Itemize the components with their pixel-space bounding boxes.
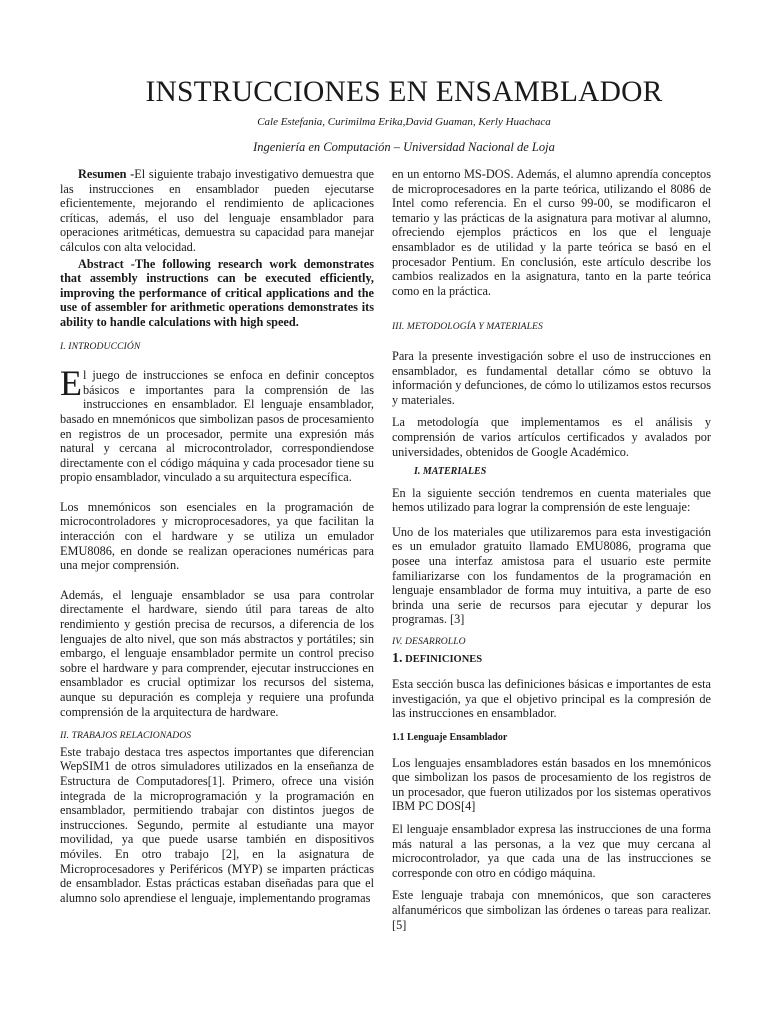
definiciones-number: 1. xyxy=(392,650,403,666)
drop-cap: E xyxy=(60,363,82,404)
lenguaje-paragraph-3: Este lenguaje trabaja con mnemónicos, que son caracteres alfanuméricos que simbolizan las órdenes o tareas para realizar.[5] xyxy=(392,888,711,932)
abstract-paragraph: Abstract -The following research work demonstrates that assembly instructions can be executed efficiently, improving the performance of critical applications and the use of assembler for arithmetic operations demonstrates its ability to handle calculations with high speed. xyxy=(60,256,374,329)
definiciones-label: DEFINICIONES xyxy=(402,653,483,665)
section-heading-metodologia: III. METODOLOGÍA Y MATERIALES xyxy=(392,321,543,333)
lenguaje-paragraph-2: El lenguaje ensamblador expresa las instrucciones de una forma más natural a las personas, a la vez que muy cercana al microcontrolador, ya que cada una de las instrucciones se corresponde con otro en código máquina. xyxy=(392,821,711,880)
left-column xyxy=(60,167,374,905)
author-list: Cale Estefania, Curimilma Erika,David Guaman, Kerly Huachaca xyxy=(257,116,551,128)
intro-paragraph-3: Además, el lenguaje ensamblador se usa para controlar directamente el hardware, siendo útil para tareas de alto rendimiento y gestión precisa de recursos, a diferencia de los lenguajes de alto nivel, que son más abstractos y portátiles; sin embargo, el lenguaje ensamblador permite un control preciso sobre el hardware y para comprender, ejecutar instrucciones en ensamblador es crucial optimizar los recursos del sistema, aunque su depuración es compleja y requiere una profunda comprensión de la arquitectura de hardware. xyxy=(60,587,374,719)
subsection-heading-lenguaje-ensamblador: 1.1 Lenguaje Ensamblador xyxy=(392,732,508,743)
intro-paragraph-1 xyxy=(60,363,374,485)
intro-paragraph-2: Los mnemónicos son esenciales en la programación de microcontroladores y microprocesadores, ya que facilitan la interacción con el hardware y se utiliza un emulador EMU8086, en donde se realizan operaciones numéricas para una mejor comprensión. xyxy=(60,499,374,573)
intro-paragraph-1-text: l juego de instrucciones se enfoca en definir conceptos básicos e importantes para la comprensión de las instrucciones en ensamblador. El lenguaje ensamblador, basado en mnemónicos que simbolizan pasos de procesamiento en registros de un procesador, permite una expresión más natural y cercana al microcontrolador, correspondiendose directamente con el código máquina y cada procesador tiene su propio ensamblador, vinculado a su arquitectura específica. xyxy=(60,368,374,485)
materiales-paragraph-2: Uno de los materiales que utilizaremos para esta investigación es un emulador gratuito llamado EMU8086, programa que posee una interfaz amistosa para el usuario este permite familiarizarse con los fundamentos de la programación en lenguaje ensamblador de forma muy intuitiva, a parte de eso brinda una serie de recursos para ejecutar y depurar los programas. [3] xyxy=(392,524,711,627)
resumen-label: Resumen - xyxy=(78,167,135,181)
section-heading-desarrollo: IV. DESARROLLO xyxy=(392,636,466,648)
continued-paragraph: en un entorno MS-DOS. Además, el alumno aprendía conceptos de microprocesadores en la parte teórica, utilizando el 8086 de Intel como referencia. En el curso 99-00, se modificaron el temario y las prácticas de la asignatura para motivar al alumno, ofreciendo ejemplos prácticos en los que el lenguaje ensamblador es de utilidad y la parte teórica se basó en el procesador Pentium. En conclusión, este artículo describe los cambios realizados en la asignatura, tanto en la parte teórica como en la práctica. xyxy=(392,167,711,298)
section-heading-trabajos: II. TRABAJOS RELACIONADOS xyxy=(60,730,192,742)
definiciones-paragraph: Esta sección busca las definiciones básicas e importantes de esta investigación, ya que el objetivo principal es la compresión de las instrucciones en ensamblador. xyxy=(392,677,711,721)
section-heading-introduccion: I. INTRODUCCIÓN xyxy=(60,340,141,352)
right-column xyxy=(392,167,711,932)
trabajos-paragraph: Este trabajo destaca tres aspectos importantes que diferencian WepSIM1 de otros simuladores utilizados en la enseñanza de Estructura de Computadores[1]. Primero, ofrece una visión integrada de la microprogramación y la programación en ensamblador, permitiendo trabajar con distintos juegos de instrucciones. Segundo, permite al estudiante una mayor movilidad, ya que puede usarse también en dispositivos móviles. En otro trabajo [2], en la asignatura de Microprocesadores y Periféricos (MYP) se imparten prácticas de ensamblador. Estas prácticas estaban diseñadas para que el alumno solo aprendiese el lenguaje, implementando programas xyxy=(60,744,374,905)
lenguaje-paragraph-1: Los lenguajes ensambladores están basados en los mnemónicos que simbolizan los pasos de procesamiento de los registros de un procesador, que fueron utilizados por los sistemas operativos IBM PC DOS[4] xyxy=(392,755,711,814)
resumen-paragraph xyxy=(60,167,374,255)
definiciones-heading xyxy=(392,652,711,668)
metodologia-paragraph-2: La metodología que implementamos es el análisis y comprensión de varios artículos certificados y avalados por universidades, obtenidos de Google Académico. xyxy=(392,415,711,459)
resumen-text: El siguiente trabajo investigativo demuestra que las instrucciones en ensamblador pueden ejecutarse eficientemente, mejorando el rendimiento de aplicaciones críticas, además, el uso del lenguaje ensamblador para operaciones aritméticas, demuestra su capacidad para manejar cálculos con alta velocidad. xyxy=(60,167,374,254)
affiliation: Ingeniería en Computación – Universidad Nacional de Loja xyxy=(253,140,555,154)
subsection-heading-materiales: I. MATERIALES xyxy=(414,466,487,478)
paper-title: INSTRUCCIONES EN ENSAMBLADOR xyxy=(145,76,663,108)
materiales-paragraph-1: En la siguiente sección tendremos en cuenta materiales que hemos utilizado para lograr la comprensión de este lenguaje: xyxy=(392,485,711,515)
metodologia-paragraph-1: Para la presente investigación sobre el uso de instrucciones en ensamblador, es fundamental detallar cómo se obtuvo la información y defunciones, de cómo lo utilizamos estos recursos y materiales. xyxy=(392,348,711,407)
